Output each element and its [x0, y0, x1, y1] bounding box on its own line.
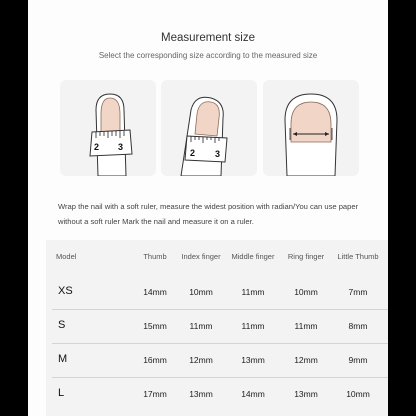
cell-ring-finger: 12mm	[294, 355, 318, 365]
row-divider	[52, 343, 388, 344]
ruler-number: 3	[118, 142, 124, 152]
cell-index-finger: 10mm	[189, 287, 213, 297]
cell-index-finger: 11mm	[189, 321, 213, 331]
table-header	[46, 240, 388, 274]
row-divider	[52, 377, 388, 378]
size-guide-page	[28, 0, 388, 416]
cell-middle-finger: 11mm	[241, 287, 265, 297]
ruler-number: 2	[190, 148, 196, 158]
table-row	[46, 379, 388, 412]
header-thumb: Thumb	[143, 252, 167, 261]
row-model: XS	[58, 285, 73, 297]
measurement-instructions: Wrap the nail with a soft ruler, measure the widest position with radian/You can use paper without a soft ruler Mark the nail and measure it on a ruler.	[58, 202, 359, 226]
table-row	[46, 311, 388, 344]
header-middle-finger: Middle finger	[231, 252, 275, 261]
row-model: S	[58, 319, 66, 331]
cell-middle-finger: 11mm	[241, 321, 265, 331]
header-little-thumb: Little Thumb	[337, 252, 379, 261]
cell-little-thumb: 9mm	[348, 355, 368, 365]
cell-index-finger: 12mm	[189, 355, 213, 365]
header-index-finger: Index finger	[181, 252, 221, 261]
cell-little-thumb: 8mm	[348, 321, 368, 331]
cell-middle-finger: 14mm	[241, 389, 265, 399]
cell-little-thumb: 7mm	[348, 287, 368, 297]
row-divider	[52, 309, 388, 310]
cell-ring-finger: 10mm	[294, 287, 318, 297]
cell-thumb: 15mm	[143, 321, 167, 331]
ruler-number: 2	[94, 142, 100, 152]
page-subtitle: Select the corresponding size according to the measured size	[98, 51, 318, 60]
illustration-nail-width	[263, 80, 359, 176]
header-ring-finger: Ring finger	[287, 252, 325, 261]
size-table	[46, 240, 388, 416]
row-model: L	[58, 387, 65, 399]
cell-thumb: 14mm	[143, 287, 167, 297]
illustration-index-measure	[161, 80, 257, 176]
cell-ring-finger: 11mm	[294, 321, 318, 331]
cell-thumb: 17mm	[143, 389, 167, 399]
ruler-number: 3	[215, 149, 221, 159]
header-model: Model	[56, 252, 77, 261]
cell-middle-finger: 13mm	[241, 355, 265, 365]
row-model: M	[58, 353, 68, 365]
page-title: Measurement size	[161, 32, 255, 44]
illustration-thumb-measure	[60, 80, 156, 176]
cell-thumb: 16mm	[143, 355, 167, 365]
cell-ring-finger: 13mm	[294, 389, 318, 399]
cell-index-finger: 13mm	[189, 389, 213, 399]
cell-little-thumb: 10mm	[346, 389, 370, 399]
table-row	[46, 345, 388, 378]
table-row	[46, 277, 388, 310]
